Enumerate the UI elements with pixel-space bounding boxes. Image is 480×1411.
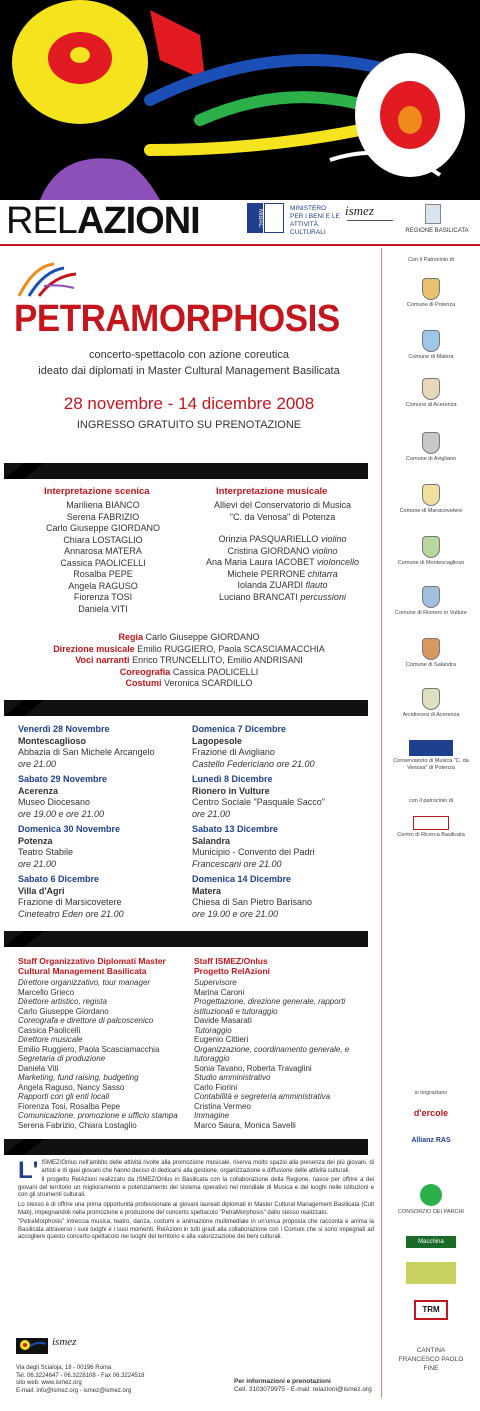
list-item: Cassica PAOLICELLI xyxy=(60,557,146,568)
staff-entry: Coreografa e direttore di palcoscenico Cassica Paolicelli xyxy=(18,1016,154,1035)
ismez-logo: ismez xyxy=(345,203,374,218)
phone-line: Tel. 06.3224647 - 06.3228108 - Fax 06.3224518 xyxy=(16,1372,145,1379)
scenic-cast-list xyxy=(18,500,188,615)
list-item: Cristina GIORDANO violino xyxy=(227,545,338,556)
orange-core xyxy=(398,106,422,134)
sidebar-municipality: Arcidiocesi di Acerenza xyxy=(386,688,476,719)
list-item: Rosalba PEPE xyxy=(73,569,133,579)
ismez-footer-logo: ismez xyxy=(52,1336,77,1348)
section-bar-about xyxy=(4,1139,368,1155)
sidebar-municipality: Comune di Montescaglioso xyxy=(386,536,476,567)
sponsor-dercole: d'ercole xyxy=(413,1108,449,1118)
staff-left-header-1: Staff Organizzativo Diplomati Master xyxy=(18,956,166,966)
sidebar-municipality: Comune di Rionero in Vulture xyxy=(386,586,476,617)
sponsor-label: si ringraziano xyxy=(414,1090,448,1096)
staff-right xyxy=(194,956,370,1130)
collab-label: con il patrocinio di xyxy=(408,798,454,804)
credit-row: Costumi Veronica SCARDILLO xyxy=(125,678,253,688)
address-line: Via degli Scialoja, 18 - 00196 Roma xyxy=(16,1365,112,1371)
mibac-emblem-icon xyxy=(264,203,284,233)
sidebar-final: CANTINA FRANCESCO PAOLO FINE xyxy=(398,1347,464,1372)
staff-entry: Supervisore Marina Caroni xyxy=(194,978,245,997)
credits-block xyxy=(4,632,374,690)
crest-icon xyxy=(422,432,440,454)
mibac-logo: MiBAC xyxy=(247,203,263,233)
event-entry: INGRESSO GRATUITO SU PRENOTAZIONE xyxy=(76,419,302,431)
emblem-icon xyxy=(14,256,84,300)
staff-entry: Rapporti con gli enti locali Fiorenza Tosi, Rosalba Pepe xyxy=(18,1092,121,1111)
list-item: Angela RAGUSO xyxy=(68,580,138,591)
brand-bold: AZIONI xyxy=(76,200,200,242)
section-bar-cast xyxy=(4,463,368,479)
schedule-entry: Domenica 7 Dicembre Lagopesole Frazione di Avigliano Castello Federiciano ore 21.00 xyxy=(192,724,315,769)
patronage-label: Con il Patrocinio di xyxy=(408,257,454,263)
footer-address xyxy=(16,1365,186,1395)
relazioni-small-icon xyxy=(16,1338,48,1354)
about-paragraph: "PetraMorphosis" intreccia musica, teatro, danza, costumi e animazione multimediale in un'unica proposta che racconta e anima la Basilicata attraverso i suoi luoghi e i suoi momenti. RelAzioni in tutti gradi alla collaborazione con i Comuni che si sono impegnati ad accogliere questo concerto-spettacolo nei luoghi del territorio e alla valorizzazione dei beni culturali. xyxy=(18,1219,374,1241)
list-item: Fiorenza TOSI xyxy=(73,592,133,602)
crest-icon xyxy=(422,536,440,558)
abstract-art-graphic xyxy=(0,0,480,200)
music-intro-2: "C. da Venosa" di Potenza xyxy=(229,511,336,522)
schedule-right xyxy=(192,724,372,924)
scenic-header: Interpretazione scenica xyxy=(44,486,150,497)
list-item: Mariliena BIANCO xyxy=(66,500,140,510)
music-intro-1: Allievi del Conservatorio di Musica xyxy=(213,500,352,510)
section-bar-schedule xyxy=(4,700,368,716)
sponsor-photo-icon xyxy=(406,1262,456,1284)
staff-entry: Comunicazione, promozione e ufficio stampa Serena Fabrizio, Chiara Lostaglio xyxy=(18,1111,178,1130)
sidebar-collab: Centro di Ricerca Basilicata xyxy=(386,816,476,839)
staff-entry: Marketing, fund raising, budgeting Angela Raguso, Nancy Sasso xyxy=(18,1073,139,1092)
sidebar-municipality: Comune di Potenza xyxy=(386,278,476,309)
sponsor-allianz: Allianz RAS xyxy=(411,1137,451,1144)
staff-left xyxy=(18,956,190,1130)
music-cast-list xyxy=(190,500,375,603)
schedule-left xyxy=(18,724,188,924)
info-contact[interactable]: Cell. 3103079975 - E-mail: relazioni@ismez.org xyxy=(234,1386,372,1393)
sidebar-sponsor: CONSORZIO DEI PARCHI xyxy=(386,1184,476,1216)
yellow-core xyxy=(70,47,90,63)
schedule-entry: Venerdì 28 Novembre Montescaglioso Abbazia di San Michele Arcangelo ore 21.00 xyxy=(18,724,155,769)
relazioni-logo xyxy=(6,201,200,241)
drop-cap: L' xyxy=(18,1157,39,1184)
crest-icon xyxy=(422,278,440,300)
credit-row: Voci narranti Enrico TRUNCELLITO, Emilio ANDRISANI xyxy=(75,655,303,665)
credit-row: Regia Carlo Giuseppe GIORDANO xyxy=(118,632,260,642)
website-link[interactable]: sito web: www.ismez.org xyxy=(16,1380,82,1386)
staff-entry: Contabilità e segreteria amministrativa Cristina Vermeo xyxy=(194,1092,331,1111)
credit-row: Coreografia Cassica PAOLICELLI xyxy=(119,666,259,677)
ismez-underline xyxy=(347,220,393,230)
relazioni-small-logo xyxy=(16,1338,48,1354)
crest-icon xyxy=(422,638,440,660)
list-item: Chiara LOSTAGLIO xyxy=(63,534,143,545)
about-paragraph: Lo stesso è di offrire una prima opportunità professionale ai giovani laureati diplomati in Master Cultural Management Basilicata (Cult Mab), impegnandoli nella promozione e produzione del concerto spettacolo "PetraMorphosis" dallo stesso realizzato. xyxy=(18,1201,374,1216)
sidebar-municipality: Comune di Marsicovetere xyxy=(386,484,476,515)
music-header: Interpretazione musicale xyxy=(216,486,328,497)
event-dates: 28 novembre - 14 dicembre 2008 xyxy=(63,394,315,413)
crest-icon xyxy=(422,586,440,608)
sidebar-municipality: Comune di Salandra xyxy=(386,638,476,669)
list-item: Daniela VITI xyxy=(78,603,128,614)
email-link[interactable]: E-mail: info@ismez.org - ismez@ismez.org xyxy=(16,1387,132,1394)
sidebar-conservatory: Conservatorio di Musica "C. da Venosa" di Potenza xyxy=(386,740,476,772)
schedule-entry: Domenica 30 Novembre Potenza Teatro Stabile ore 21.00 xyxy=(18,824,121,869)
crest-icon xyxy=(422,378,440,400)
sidebar-sponsor-photo xyxy=(386,1262,476,1284)
staff-left-header-2: Cultural Management Basilicata xyxy=(18,966,147,976)
regione-text: REGIONE BASILICATA xyxy=(405,228,469,234)
sidebar-municipality: Comune di Acerenza xyxy=(386,378,476,409)
schedule-entry: Domenica 14 Dicembre Matera Chiesa di San Pietro Barisano ore 19.00 e ore 21.00 xyxy=(192,874,313,919)
sidebar-sponsor: Macchina xyxy=(386,1236,476,1248)
staff-entry: Direttore musicale Emilio Ruggiero, Paola Scasciamacchia xyxy=(18,1035,160,1054)
list-item: Orinzia PASQUARIELLO violino xyxy=(218,534,347,544)
collab-logo-icon xyxy=(413,816,449,830)
info-label: Per informazioni e prenotazioni xyxy=(234,1378,331,1385)
section-bar-staff xyxy=(4,931,368,947)
staff-right-header-1: Staff ISMEZ/Onlus xyxy=(194,956,268,966)
staff-entry: Progettazione, direzione generale, rapporti istituzionali e tutoraggio Davide Masarati xyxy=(194,997,346,1025)
red-rule xyxy=(0,244,480,246)
list-item: Luciano BRANCATI percussioni xyxy=(219,591,346,602)
petramorphosis-emblem xyxy=(14,256,84,300)
staff-right-header-2: Progetto RelAzioni xyxy=(194,966,271,976)
list-item: Iolanda ZUARDI flauto xyxy=(237,580,328,590)
staff-entry: Direttore artistico, regista Carlo Giuseppe Giordano xyxy=(18,997,109,1016)
banner-artwork xyxy=(0,0,480,200)
list-item: Serena FABRIZIO xyxy=(66,511,140,522)
brand-thin: REL xyxy=(6,200,77,242)
staff-entry: Direttore organizzativo, tour manager Marcello Grieco xyxy=(18,978,151,997)
event-subtitle-2: ideato dai diplomati in Master Cultural Management Basilicata xyxy=(38,365,340,377)
crest-icon xyxy=(422,688,440,710)
event-subtitle-1: concerto-spettacolo con azione coreutica xyxy=(89,349,289,361)
staff-entry: Tutoraggio Eugenio Cittieri xyxy=(194,1025,249,1044)
regione-crest-icon xyxy=(425,204,441,224)
about-paragraph: L' ISMEZ/Onlus nell'ambito delle attività rivolte alla promozione musicale, riserva molto spazio alla presenza dei più giovani, di artisti e di quei giovani che hanno deciso di dedicarsi alla gestione, organizzazione e diffusione delle attività culturali. xyxy=(18,1157,374,1184)
schedule-entry: Lunedì 8 Dicembre Rionero in Vulture Centro Sociale "Pasquale Sacco" ore 21.00 xyxy=(192,774,325,819)
staff-entry: Organizzazione, coordinamento generale, e tutoraggio Sonia Tavano, Roberta Travaglini xyxy=(194,1044,350,1073)
sidebar-divider xyxy=(381,248,382,1398)
sidebar-sponsor: TRM xyxy=(386,1300,476,1320)
about-paragraph: Il progetto RelAzioni realizzato da ISMEZ/Onlus in Basilicata con la collaborazione della Regione, nasce per offrire a dei giovani del territorio un miglioramento e potenziamento del sistema operativo nel mondiale di Musica e dei luoghi nelle istituzioni e con gli strumenti culturali. xyxy=(18,1177,374,1199)
green-sponsor-icon xyxy=(420,1184,442,1206)
mibac-text: MINISTERO PER I BENI E LE ATTIVITÀ CULTURALI xyxy=(290,205,340,236)
schedule-entry: Sabato 29 Novembre Acerenza Museo Diocesano ore 19.00 e ore 21.00 xyxy=(18,774,108,819)
crest-icon xyxy=(422,330,440,352)
sidebar-municipality: Comune di Avigliano xyxy=(386,432,476,463)
about-text xyxy=(18,1157,374,1242)
list-item: Annarosa MATERA xyxy=(64,546,142,556)
list-item: Ana Maria Laura IACOBET violoncello xyxy=(206,557,359,567)
schedule-entry: Sabato 6 Dicembre Villa d'Agri Frazione di Marsicovetere Cineteatro Eden ore 21.00 xyxy=(18,874,124,919)
crest-icon xyxy=(422,484,440,506)
schedule-entry: Sabato 13 Dicembre Salandra Municipio - Convento dei Padri Francescani ore 21.00 xyxy=(192,824,315,869)
staff-entry: Studio amministrativo Carlo Fiorini xyxy=(194,1073,271,1092)
event-title: PETRAMORPHOSIS xyxy=(14,298,340,340)
footer-info xyxy=(234,1378,384,1394)
staff-entry: Immagine Marco Saura, Monica Savelli xyxy=(194,1111,296,1130)
list-item: Michele PERRONE chitarra xyxy=(227,568,338,579)
staff-entry: Segretaria di produzione Daniela Viti xyxy=(18,1054,106,1073)
list-item: Carlo Giuseppe GIORDANO xyxy=(45,523,161,533)
conservatory-logo-icon xyxy=(409,740,453,756)
credit-row: Direzione musicale Emilio RUGGIERO, Paola SCASCIAMACCHIA xyxy=(53,643,325,654)
sidebar-municipality: Comune di Matera xyxy=(386,330,476,361)
